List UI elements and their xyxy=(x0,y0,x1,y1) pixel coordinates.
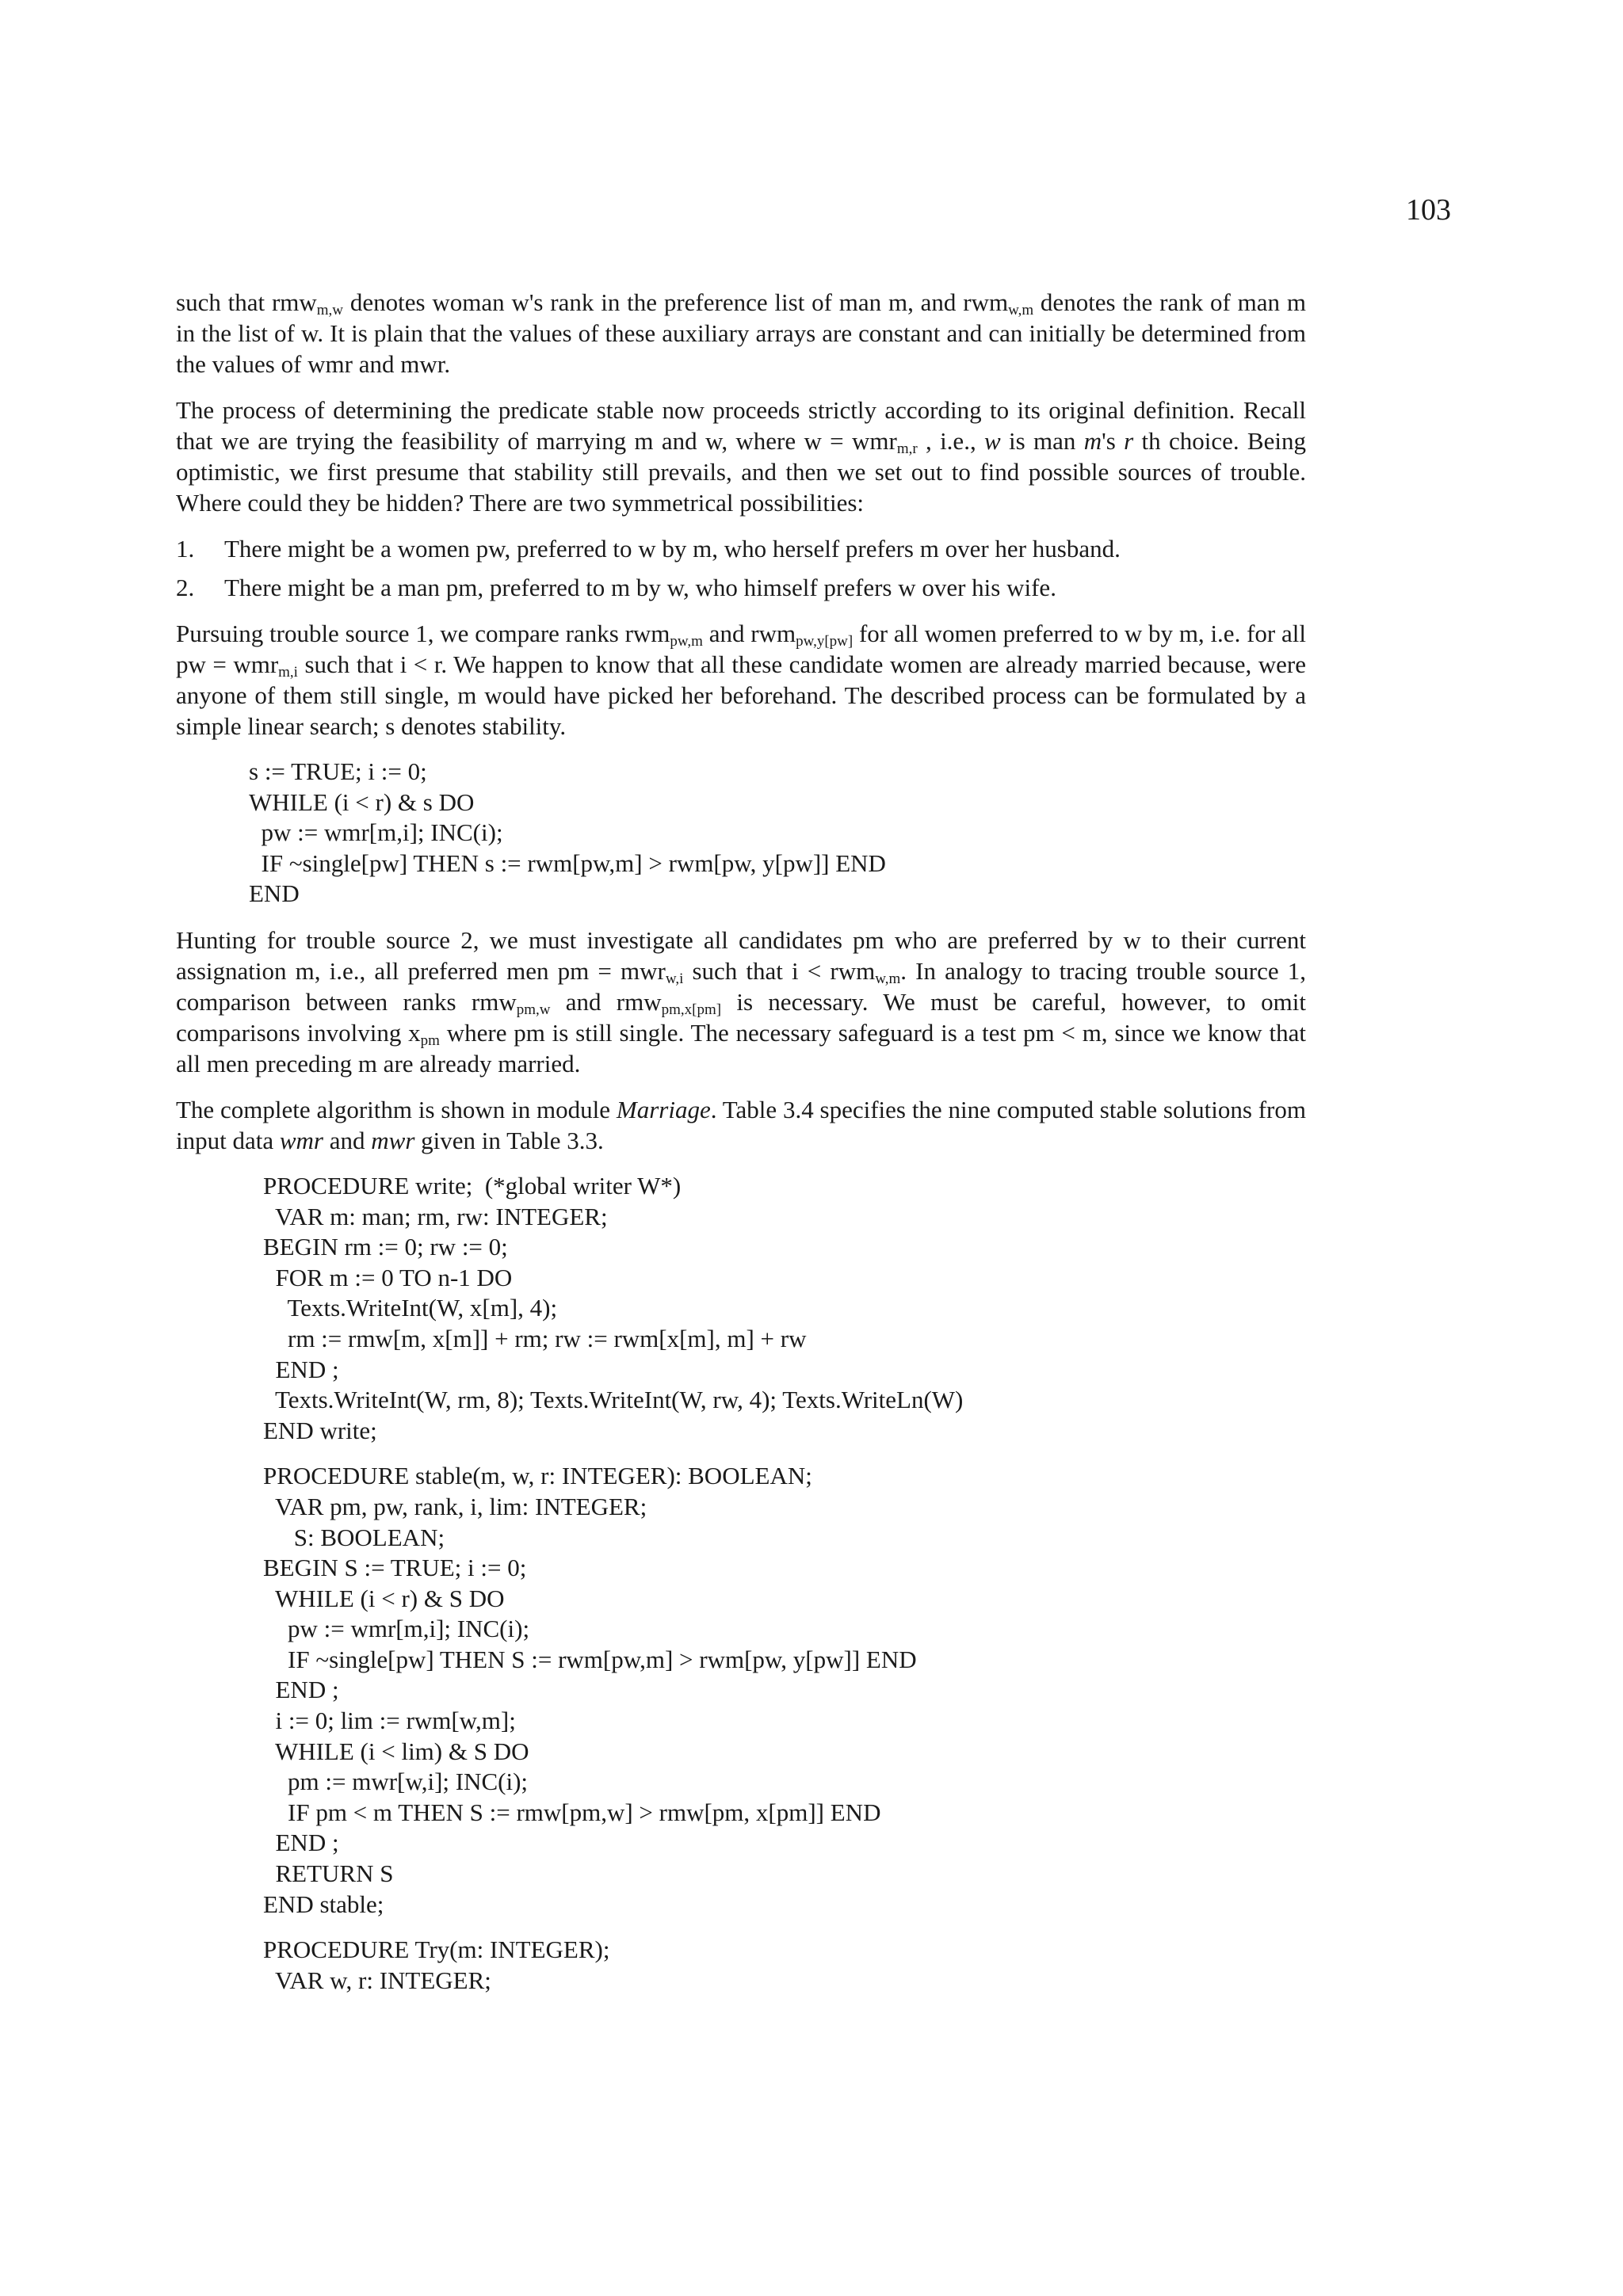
code-line: WHILE (i < r) & s DO xyxy=(249,788,475,816)
code-line: PROCEDURE stable(m, w, r: INTEGER): BOOLEAN; xyxy=(263,1462,812,1490)
paragraph-complete-algorithm: The complete algorithm is shown in module Marriage. Table 3.4 specifies the nine computed stable solutions from input data wmr and mwr given in Table 3.3. xyxy=(176,1095,1306,1154)
code-line: END ; xyxy=(263,1829,339,1857)
code-line: pw := wmr[m,i]; INC(i); xyxy=(249,818,503,847)
paragraph-stability-process: The process of determining the predicate stable now proceeds strictly according to its original definition. Recall that we are trying the feasibility of marrying m and w, where w = wmr$_{m,r}$ , i.e., w is man m's r th choice. Being optimistic, we first presume that stability still prevails, and then we set out to find possible sources of trouble. Where could they be hidden? There are two symmetrical possibilities: xyxy=(176,396,1306,517)
code-line: i := 0; lim := rwm[w,m]; xyxy=(263,1707,516,1735)
code-line: FOR m := 0 TO n-1 DO xyxy=(263,1263,513,1291)
code-line: pm := mwr[w,i]; INC(i); xyxy=(263,1768,529,1796)
list-item: 2. There might be a man pm, preferred to m by w, who himself prefers w over his wife. xyxy=(176,574,1056,601)
code-line: BEGIN rm := 0; rw := 0; xyxy=(263,1233,508,1261)
code-block-write-procedure xyxy=(176,1171,1306,1446)
code-line: END ; xyxy=(263,1676,339,1704)
code-line: VAR w, r: INTEGER; xyxy=(263,1966,491,1994)
code-line: Texts.WriteInt(W, x[m], 4); xyxy=(263,1294,558,1322)
code-line: IF ~single[pw] THEN S := rwm[pw,m] > rwm[pw, y[pw]] END xyxy=(263,1645,917,1673)
code-line: rm := rmw[m, x[m]] + rm; rw := rwm[x[m], m] + rw xyxy=(263,1324,807,1352)
code-line: WHILE (i < lim) & S DO xyxy=(263,1737,529,1765)
code-block-linear-search xyxy=(176,757,1306,910)
page-content xyxy=(176,287,1306,2011)
paragraph-trouble-source-1: Pursuing trouble source 1, we compare ranks rwm$_{pw,m}$ and rwm$_{pw,y[pw]}$ for all women preferred to w by m, i.e. for all pw = wmr$_{m,i}$ such that i < r. We happen to know that all these candidate women are already married because, were anyone of them still single, m would have picked her beforehand. The described process can be formulated by a simple linear search; s denotes stability. xyxy=(176,620,1306,740)
code-line: PROCEDURE write; (*global writer W*) xyxy=(263,1171,682,1199)
code-line: pw := wmr[m,i]; INC(i); xyxy=(263,1615,530,1643)
code-line: S: BOOLEAN; xyxy=(263,1523,445,1551)
page-number: 103 xyxy=(1406,193,1451,227)
code-line: s := TRUE; i := 0; xyxy=(249,757,427,785)
paragraph-rank-arrays: such that rmw$_{m,w}$ denotes woman w's rank in the preference list of man m, and rwm$_{w,m}$ denotes the rank of man m in the list of w. It is plain that the values of these auxiliary arrays are constant and can initially be determined from the values of wmr and mwr. xyxy=(176,288,1306,378)
code-line: PROCEDURE Try(m: INTEGER); xyxy=(263,1936,610,1964)
code-line: WHILE (i < r) & S DO xyxy=(263,1584,505,1612)
code-line: BEGIN S := TRUE; i := 0; xyxy=(263,1554,527,1582)
code-line: END ; xyxy=(263,1355,339,1383)
paragraph-trouble-source-2: Hunting for trouble source 2, we must investigate all candidates pm who are preferred by w to their current assignation m, i.e., all preferred men pm = mwr$_{w,i}$ such that i < rwm$_{w,m}$. In analogy to tracing trouble source 1, comparison between ranks rmw$_{pm,w}$ and rmw$_{pm,x[pm]}$ is necessary. We must be careful, however, to omit comparisons involving $x_{pm}$ where pm is still single. The necessary safeguard is a test pm < m, since we know that all men preceding m are already married. xyxy=(176,925,1306,1077)
code-block-try-procedure xyxy=(176,1935,1306,1996)
list-item: 1. There might be a women pw, preferred to w by m, who herself prefers m over her husband. xyxy=(176,535,1121,563)
code-line: END write; xyxy=(263,1416,377,1444)
code-line: Texts.WriteInt(W, rm, 8); Texts.WriteInt(W, rw, 4); Texts.WriteLn(W) xyxy=(263,1386,964,1414)
code-line: END stable; xyxy=(263,1890,384,1918)
possibilities-list xyxy=(176,533,1306,603)
code-line: IF ~single[pw] THEN s := rwm[pw,m] > rwm[pw, y[pw]] END xyxy=(249,849,886,877)
code-line: RETURN S xyxy=(263,1859,394,1888)
code-line: VAR pm, pw, rank, i, lim: INTEGER; xyxy=(263,1492,647,1520)
code-line: VAR m: man; rm, rw: INTEGER; xyxy=(263,1202,608,1230)
code-block-stable-procedure xyxy=(176,1461,1306,1920)
code-line: END xyxy=(249,879,300,908)
code-line: IF pm < m THEN S := rmw[pm,w] > rmw[pm, x[pm]] END xyxy=(263,1798,881,1826)
